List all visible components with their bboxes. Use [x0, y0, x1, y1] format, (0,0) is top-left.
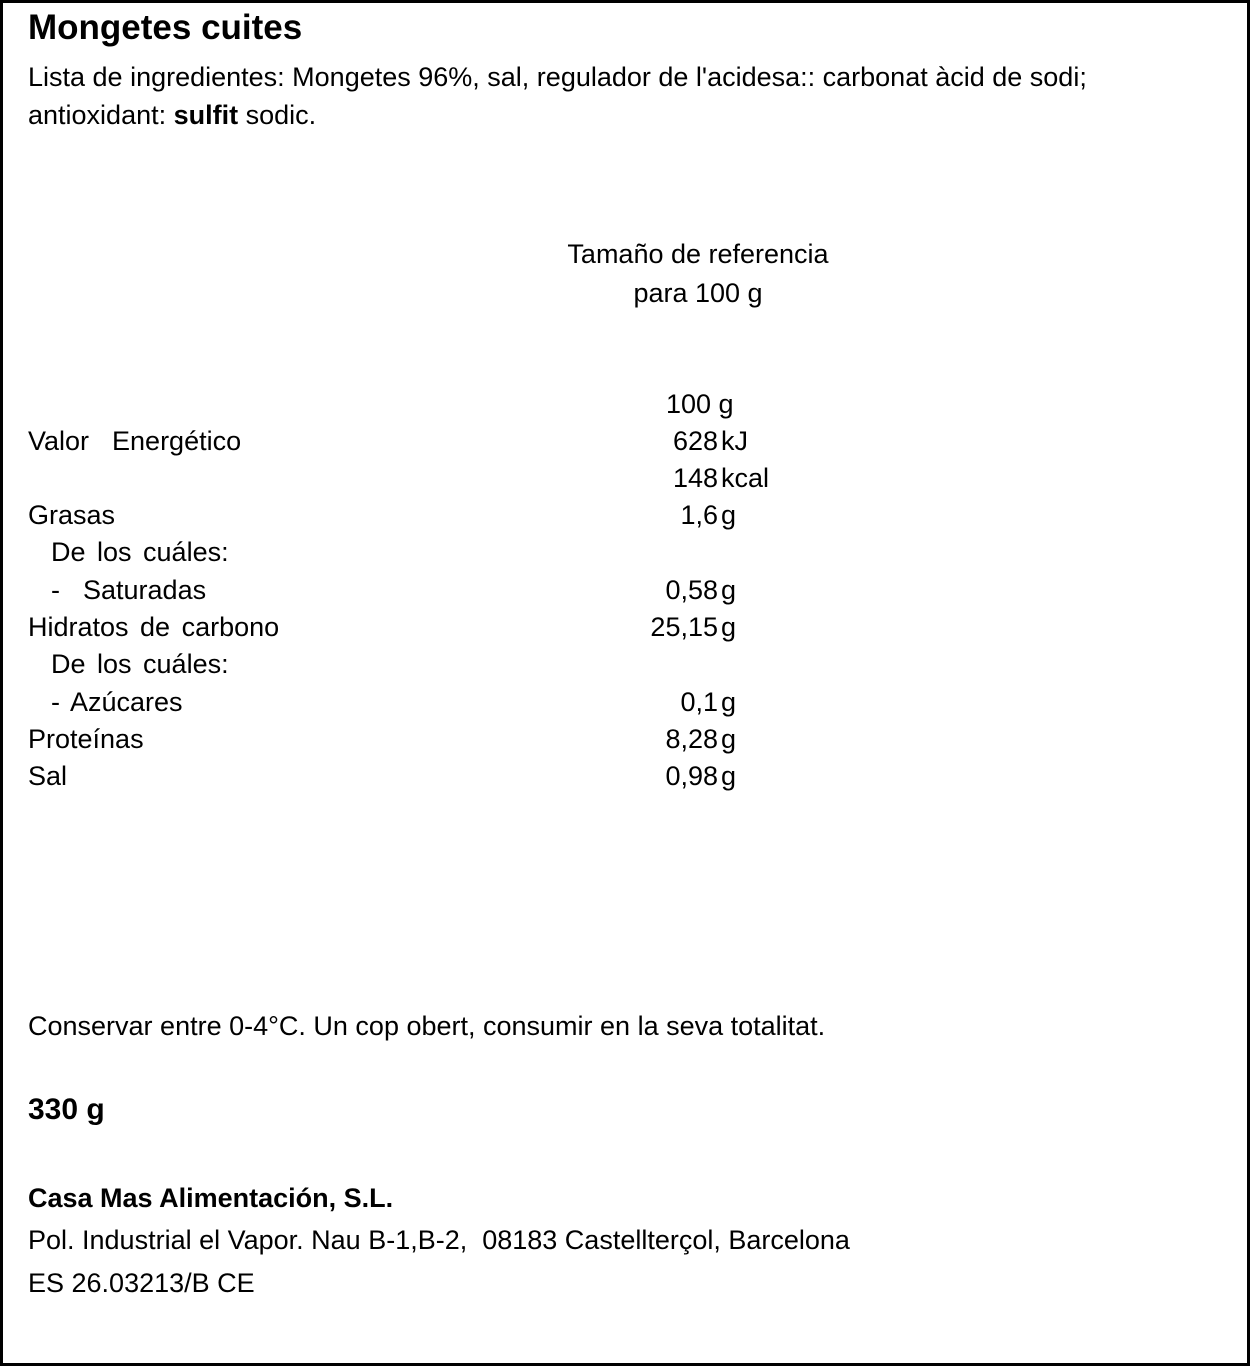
nutrient-value: 1,6: [680, 500, 718, 530]
nutrient-label: De los cuáles:: [28, 537, 229, 567]
nutrient-label: Sal: [28, 761, 68, 791]
nutrition-row: [3, 684, 1250, 721]
nutrient-value: 628: [672, 426, 718, 456]
reference-size-line2: para 100 g: [633, 278, 763, 308]
nutrition-row: [3, 646, 1250, 683]
nutrient-label: Proteínas: [28, 724, 144, 754]
manufacturer-name: Casa Mas Alimentación, S.L.: [28, 1183, 394, 1213]
nutrient-label: De los cuáles:: [28, 649, 229, 679]
ingredients-suffix: sodic.: [238, 100, 317, 130]
nutrient-label: - Azúcares: [28, 687, 183, 717]
nutrient-value: 0,58: [665, 575, 718, 605]
nutrient-unit: g: [721, 575, 737, 605]
nutrient-value: 8,28: [665, 724, 718, 754]
ingredients-text: Lista de ingredientes: Mongetes 96%, sal, regulador de l'acidesa:: carbonat àcid de sodi; antioxidant:: [28, 62, 1087, 130]
nutrient-unit: g: [721, 761, 737, 791]
nutrient-label: Valor Energético: [28, 426, 242, 456]
nutrient-label: Hidratos de carbono: [28, 612, 280, 642]
manufacturer-address: Pol. Industrial el Vapor. Nau B-1,B-2, 08183 Castellterçol, Barcelona: [28, 1225, 850, 1255]
nutrient-unit: kcal: [721, 463, 770, 493]
nutrient-value: 25,15: [650, 612, 718, 642]
nutrition-row: [3, 609, 1250, 646]
nutrition-row: [3, 423, 1250, 460]
nutrient-unit: kJ: [721, 426, 748, 456]
reference-size-line1: Tamaño de referencia: [567, 239, 829, 269]
registry-number: ES 26.03213/B CE: [28, 1268, 255, 1298]
nutrient-label: Grasas: [28, 500, 116, 530]
nutrient-value: 0,1: [680, 687, 718, 717]
nutrition-row: [3, 460, 1250, 497]
product-title: Mongetes cuites: [28, 8, 303, 47]
allergen-highlight: sulfit: [173, 100, 239, 130]
nutrient-value: 148: [672, 463, 718, 493]
nutrient-label: - Saturadas: [28, 575, 207, 605]
nutrient-value: 0,98: [665, 761, 718, 791]
nutrition-row: [3, 721, 1250, 758]
nutrition-row: [3, 758, 1250, 795]
ingredients-list: [28, 58, 1228, 134]
nutrient-unit: g: [721, 724, 737, 754]
nutrient-unit: g: [721, 687, 737, 717]
net-weight: 330 g: [28, 1093, 105, 1126]
storage-instructions: Conservar entre 0-4°C. Un cop obert, consumir en la seva totalitat.: [28, 1011, 826, 1041]
nutrient-unit: g: [721, 612, 737, 642]
nutrition-row: [3, 572, 1250, 609]
nutrition-row: [3, 534, 1250, 571]
nutrient-unit: g: [721, 500, 737, 530]
nutrition-column-header: 100 g: [666, 389, 734, 419]
nutrition-row: [3, 497, 1250, 534]
